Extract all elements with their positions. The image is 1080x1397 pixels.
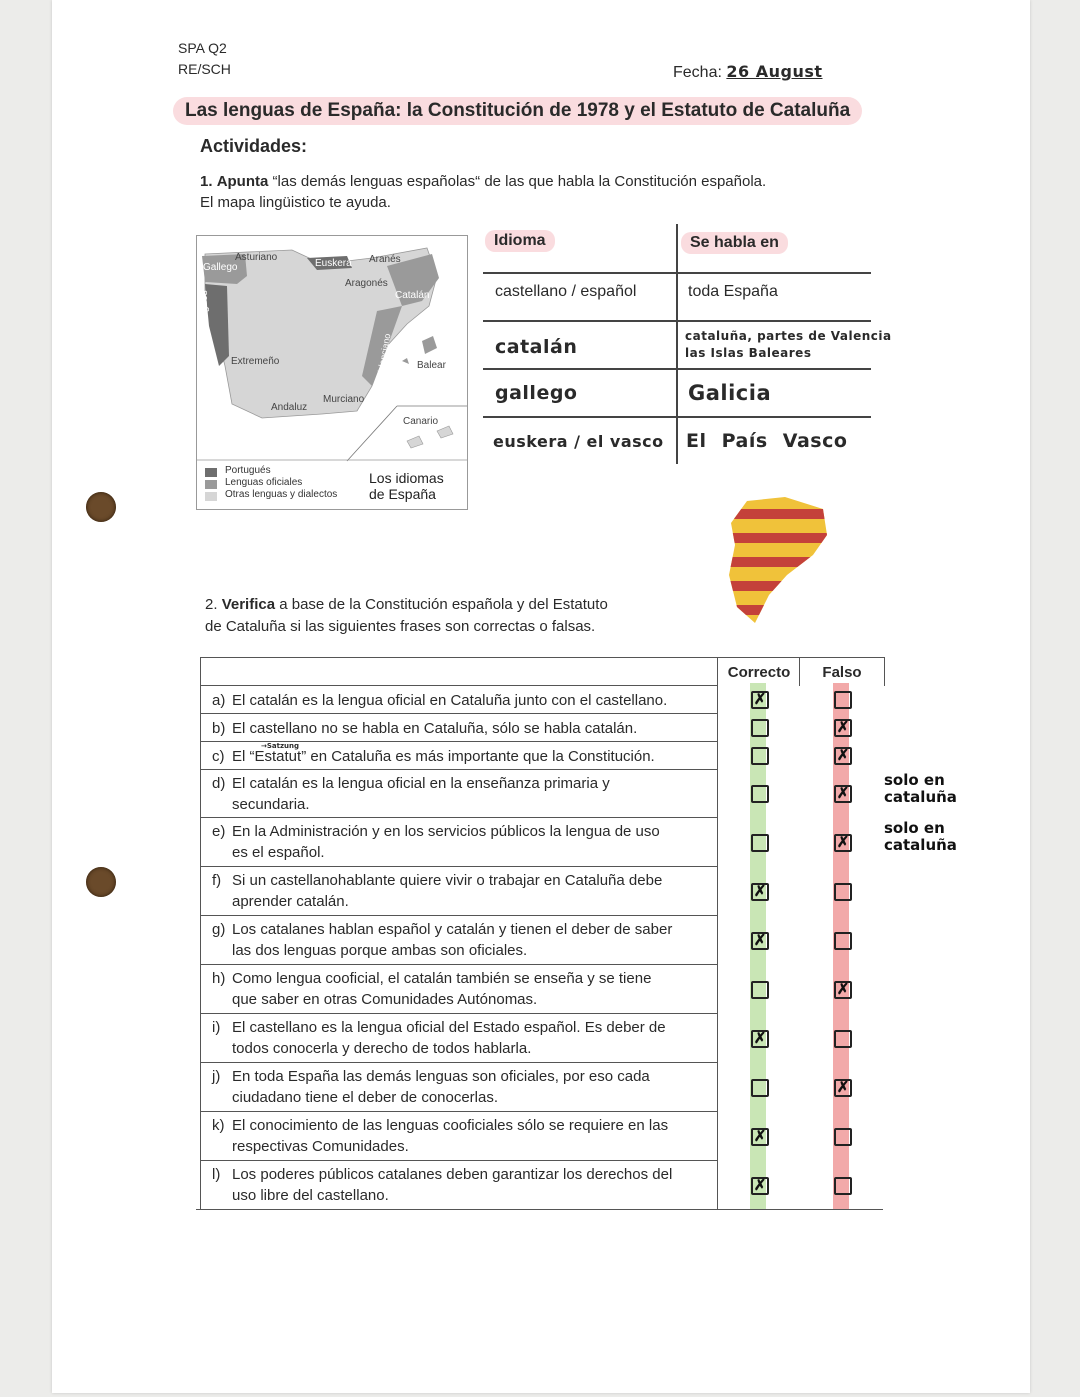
question-1 xyxy=(200,171,766,213)
statement-label: e) xyxy=(212,823,226,840)
course-line2: RE/SCH xyxy=(178,61,231,77)
correct-checkbox[interactable]: ✗ xyxy=(751,1128,769,1146)
map-label-portugues: Portugués xyxy=(199,290,210,336)
statut-annotation: →Satzung xyxy=(261,742,300,750)
correct-checkbox[interactable] xyxy=(751,981,769,999)
table-row xyxy=(200,685,717,714)
statement-line2: respectivas Comunidades. xyxy=(232,1138,409,1155)
lang-region: El País Vasco xyxy=(686,430,848,452)
correct-checkbox[interactable] xyxy=(751,719,769,737)
statement-text xyxy=(212,1164,711,1206)
lang-region: toda España xyxy=(688,283,778,300)
flag-stripe-4 xyxy=(725,581,830,591)
map-label-extremeno: Extremeño xyxy=(231,356,280,367)
lang-region: Galicia xyxy=(688,381,772,405)
statement-line1: En toda España las demás lenguas son oficiales, por eso cada xyxy=(232,1068,650,1085)
statement-text xyxy=(212,690,711,711)
canary-island xyxy=(407,436,423,448)
correct-checkbox[interactable]: ✗ xyxy=(751,691,769,709)
col-falso: Falso xyxy=(799,657,885,686)
false-checkbox[interactable] xyxy=(834,932,852,950)
tf-header-empty xyxy=(200,657,718,686)
map-caption xyxy=(369,470,444,502)
map-label-balear: Balear xyxy=(417,360,446,371)
statement-line2: secundaria. xyxy=(232,796,310,813)
date-label: Fecha: xyxy=(673,64,722,81)
lang-row-catalan xyxy=(483,320,892,370)
statement-label: l) xyxy=(212,1166,221,1183)
legend-portugues: Portugués xyxy=(225,465,271,476)
statement-label: i) xyxy=(212,1019,221,1036)
statement-line1: En la Administración y en los servicios públicos la lengua de uso xyxy=(232,823,660,840)
statement-label: c) xyxy=(212,748,225,765)
map-label-aranes: Aranés xyxy=(369,254,401,265)
legend-oficiales: Lenguas oficiales xyxy=(225,477,303,488)
statement-line2: uso libre del castellano. xyxy=(232,1187,389,1204)
q1-line2: El mapa lingüistico te ayuda. xyxy=(200,194,391,211)
note2-line2: cataluña xyxy=(884,836,957,854)
q1-text: “las demás lenguas españolas“ de las que habla la Constitución española. xyxy=(268,173,767,190)
legend-swatch-dark xyxy=(205,468,217,477)
statement-line2: todos conocerla y derecho de todos hablarla. xyxy=(232,1040,532,1057)
lang-idioma: catalán xyxy=(495,336,578,358)
statement-line1: El “Estatut” en Cataluña es más importante que la Constitución. xyxy=(232,748,655,765)
lang-row-euskera xyxy=(483,416,871,466)
note1-line2: cataluña xyxy=(884,788,957,806)
statement-label: h) xyxy=(212,970,226,987)
legend-otras: Otras lenguas y dialectos xyxy=(225,489,338,500)
statement-line2: es el español. xyxy=(232,844,325,861)
false-checkbox[interactable] xyxy=(834,691,852,709)
statement-label: f) xyxy=(212,872,222,889)
table-row xyxy=(200,713,717,742)
statement-line1: El catalán es la lengua oficial en la enseñanza primaria y xyxy=(232,775,610,792)
lang-idioma: castellano / español xyxy=(495,283,637,300)
q1-number: 1. xyxy=(200,173,213,190)
table-row xyxy=(200,1013,717,1063)
statement-text xyxy=(212,870,711,912)
statement-text xyxy=(212,773,711,815)
statement-label: d) xyxy=(212,775,226,792)
false-checkbox[interactable]: ✗ xyxy=(834,981,852,999)
flag-stripe-2 xyxy=(725,533,830,543)
false-checkbox[interactable] xyxy=(834,1030,852,1048)
false-checkbox[interactable]: ✗ xyxy=(834,719,852,737)
false-checkbox[interactable] xyxy=(834,883,852,901)
flag-stripe-1 xyxy=(725,509,830,519)
correct-checkbox[interactable] xyxy=(751,785,769,803)
statement-line1: Los catalanes hablan español y catalán y tienen el deber de saber xyxy=(232,921,673,938)
language-map xyxy=(196,235,468,510)
col-se-habla-en: Se habla en xyxy=(681,232,788,254)
statement-line1: Si un castellanohablante quiere vivir o trabajar en Cataluña debe xyxy=(232,872,663,889)
legend-swatch-medium xyxy=(205,480,217,489)
table-row xyxy=(200,1160,717,1210)
true-false-table xyxy=(200,657,884,1210)
map-label-aragones: Aragonés xyxy=(345,278,388,289)
map-label-catalan: Catalán xyxy=(395,290,430,301)
table-row xyxy=(200,769,717,818)
statement-line2: ciudadano tiene el deber de conocerlas. xyxy=(232,1089,499,1106)
map-label-murciano: Murciano xyxy=(323,394,365,405)
map-label-valenciano: Valenciano xyxy=(375,332,393,378)
statement-text xyxy=(212,1115,711,1157)
table-row xyxy=(200,964,717,1014)
lang-idioma: gallego xyxy=(495,382,578,404)
statement-line1: El castellano es la lengua oficial del Estado español. Es deber de xyxy=(232,1019,666,1036)
flag-stripe-3 xyxy=(725,557,830,567)
map-label-gallego: Gallego xyxy=(203,262,238,273)
punch-hole-bottom xyxy=(86,867,116,897)
page-title: Las lenguas de España: la Constitución de 1978 y el Estatuto de Cataluña xyxy=(173,97,862,125)
correct-checkbox[interactable] xyxy=(751,1079,769,1097)
map-label-asturiano: Asturiano xyxy=(235,252,278,263)
map-legend xyxy=(225,465,337,501)
q2-line2: de Cataluña si las siguientes frases son correctas o falsas. xyxy=(205,618,596,635)
false-checkbox[interactable] xyxy=(834,1128,852,1146)
question-2 xyxy=(205,594,608,638)
statement-line2: las dos lenguas porque ambas son oficiales. xyxy=(232,942,528,959)
correct-checkbox[interactable] xyxy=(751,834,769,852)
statement-line1: El catalán es la lengua oficial en Cataluña junto con el castellano. xyxy=(232,692,668,709)
statement-text xyxy=(212,968,711,1010)
map-caption-line1: Los idiomas xyxy=(369,470,444,486)
map-label-euskera: Euskera xyxy=(315,258,352,269)
note-solo-cataluna-2 xyxy=(884,820,957,854)
course-line1: SPA Q2 xyxy=(178,40,227,56)
legend-swatch-light xyxy=(205,492,217,501)
lang-idioma: euskera / el vasco xyxy=(493,432,664,451)
statement-text xyxy=(212,919,711,961)
correct-checkbox[interactable]: ✗ xyxy=(751,1177,769,1195)
date-field xyxy=(673,62,823,82)
lang-region xyxy=(685,328,892,362)
table-row xyxy=(200,866,717,916)
false-checkbox[interactable]: ✗ xyxy=(834,747,852,765)
lang-region-line1: cataluña, partes de Valencia xyxy=(685,329,892,343)
q2-verb: Verifica xyxy=(221,596,276,613)
table-row xyxy=(200,1062,717,1112)
note2-line1: solo en xyxy=(884,819,945,837)
note1-line1: solo en xyxy=(884,771,945,789)
statement-text xyxy=(212,1066,711,1108)
table-row xyxy=(200,1111,717,1161)
canary-island-2 xyxy=(437,426,453,438)
balear-island xyxy=(422,336,437,354)
q2-number: 2. xyxy=(205,596,218,613)
canary-divider xyxy=(347,406,397,461)
statement-line1: Los poderes públicos catalanes deben garantizar los derechos del xyxy=(232,1166,673,1183)
statement-line2: aprender catalán. xyxy=(232,893,349,910)
statement-line1: El conocimiento de las lenguas cooficiales sólo se requiere en las xyxy=(232,1117,669,1134)
correct-checkbox[interactable]: ✗ xyxy=(751,1030,769,1048)
lang-row-castellano xyxy=(483,272,871,322)
statement-text xyxy=(212,718,711,739)
table-row xyxy=(200,817,717,867)
statement-line1: Como lengua cooficial, el catalán también se enseña y se tiene xyxy=(232,970,652,987)
flag-stripe-5 xyxy=(725,605,830,615)
false-checkbox[interactable]: ✗ xyxy=(834,1079,852,1097)
correct-checkbox[interactable]: ✗ xyxy=(751,883,769,901)
col-idioma: Idioma xyxy=(485,230,555,252)
q1-verb: Apunta xyxy=(216,173,269,190)
correct-checkbox[interactable] xyxy=(751,747,769,765)
note-solo-cataluna-1 xyxy=(884,772,957,806)
statement-text xyxy=(212,821,711,863)
false-checkbox[interactable] xyxy=(834,1177,852,1195)
map-label-canario: Canario xyxy=(403,416,439,427)
map-label-andaluz: Andaluz xyxy=(271,402,308,413)
map-caption-line2: de España xyxy=(369,486,436,502)
false-checkbox[interactable]: ✗ xyxy=(834,785,852,803)
false-checkbox[interactable]: ✗ xyxy=(834,834,852,852)
statement-line2: que saber en otras Comunidades Autónomas. xyxy=(232,991,538,1008)
q2-text: a base de la Constitución española y del Estatuto xyxy=(275,596,608,613)
statement-line1: El castellano no se habla en Cataluña, sólo se habla catalán. xyxy=(232,720,638,737)
course-code xyxy=(178,38,231,80)
tf-text-border xyxy=(717,685,718,1210)
date-value: 26 August xyxy=(726,62,823,81)
col-correcto: Correcto xyxy=(717,657,800,686)
statement-label: b) xyxy=(212,720,226,737)
activities-heading: Actividades: xyxy=(200,136,308,156)
lang-row-gallego xyxy=(483,368,871,418)
punch-hole-top xyxy=(86,492,116,522)
balear-island-small xyxy=(402,358,409,364)
lang-region-line2: las Islas Baleares xyxy=(685,346,812,360)
catalonia-flag-map xyxy=(725,495,830,625)
statement-label: g) xyxy=(212,921,226,938)
table-row xyxy=(200,915,717,965)
statement-text xyxy=(212,1017,711,1059)
statement-label: k) xyxy=(212,1117,225,1134)
statement-label: a) xyxy=(212,692,226,709)
correct-checkbox[interactable]: ✗ xyxy=(751,932,769,950)
statement-label: j) xyxy=(212,1068,221,1085)
